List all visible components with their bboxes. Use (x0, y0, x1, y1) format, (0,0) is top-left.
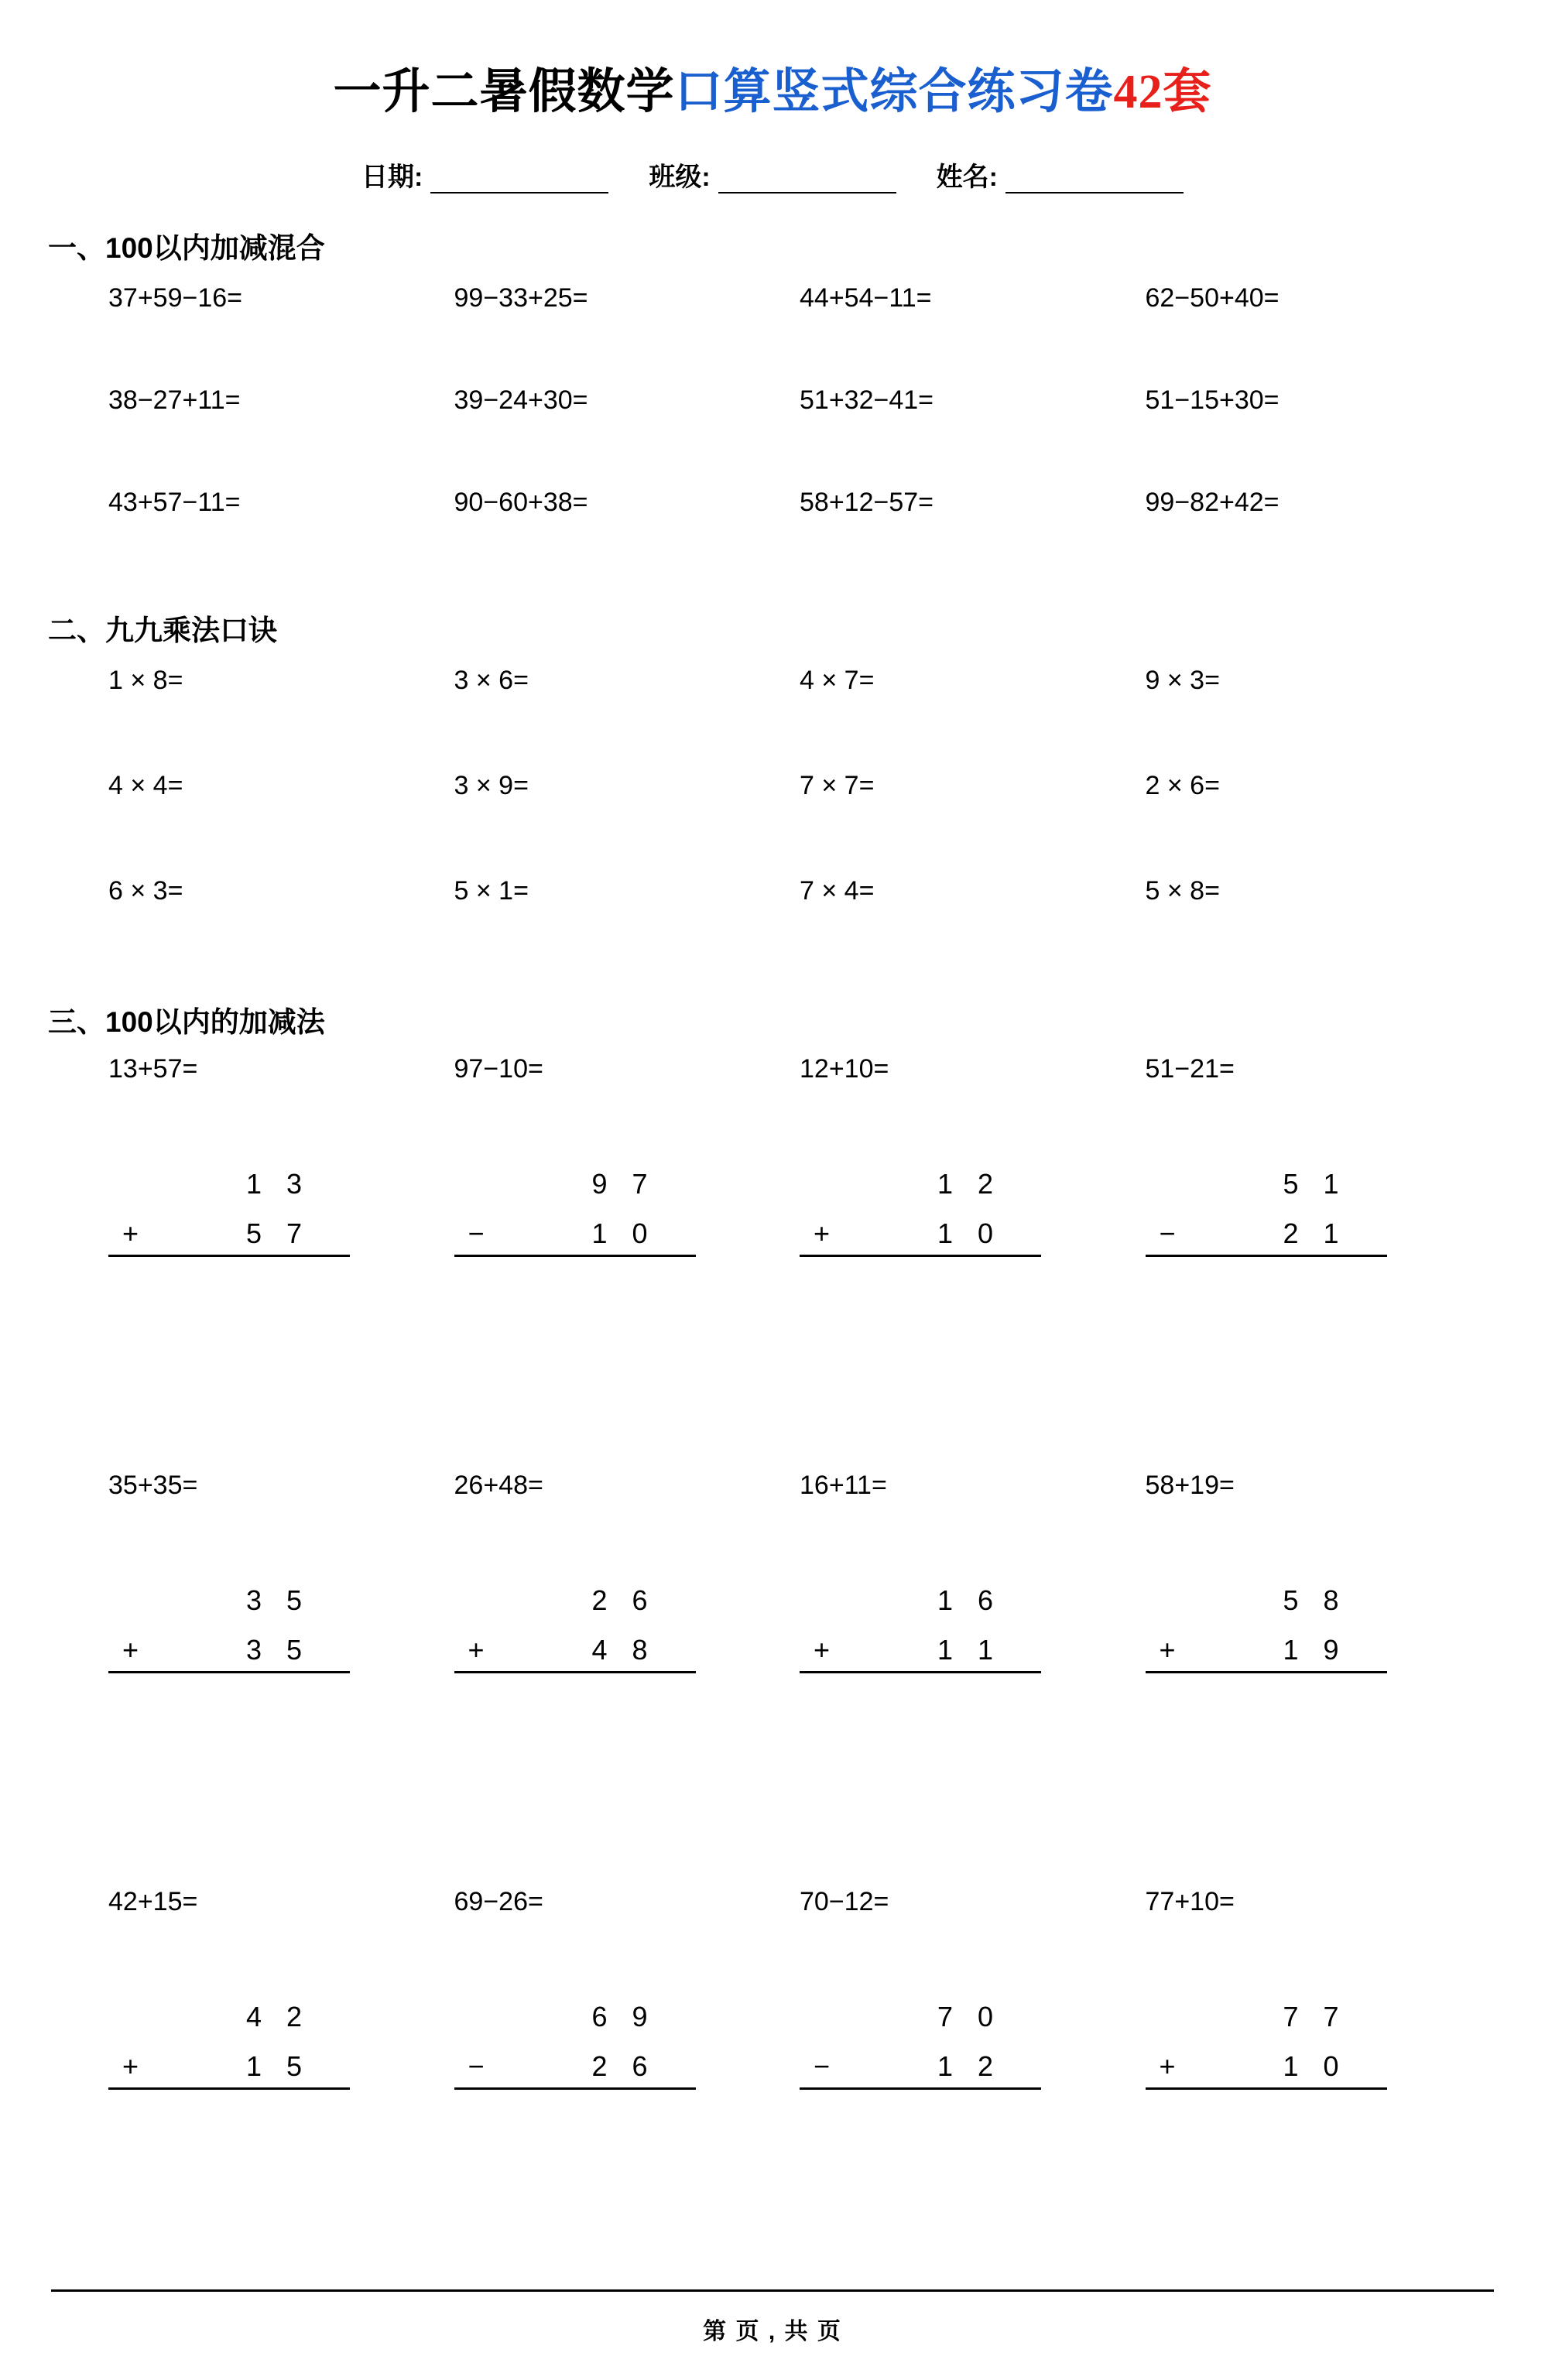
bottom-operand (108, 2033, 350, 2083)
name-field-group (937, 156, 1184, 193)
digit: 5 (245, 1217, 262, 1249)
digit: 1 (937, 2050, 954, 2082)
digit: 2 (1283, 1217, 1299, 1249)
top-operand (454, 1151, 696, 1200)
digit: 9 (1323, 1634, 1339, 1666)
problem-expression[interactable]: 26+48= (454, 1471, 543, 1500)
problem-expression[interactable]: 16+11= (800, 1471, 887, 1500)
problem-expression[interactable]: 77+10= (1145, 1887, 1235, 1916)
operator-symbol: + (814, 1634, 831, 1666)
page-number-text: 第 页 , 共 页 (703, 2319, 842, 2344)
problem-item[interactable]: 62−50+40= (1145, 283, 1280, 313)
column-sum (1146, 1151, 1387, 1257)
digit: 7 (937, 2001, 954, 2032)
column-sum (108, 1984, 350, 2090)
digit: 2 (591, 2050, 608, 2082)
digit: 5 (1283, 1168, 1299, 1200)
digit: 1 (245, 1168, 262, 1200)
digit: 1 (977, 1634, 994, 1666)
digit: 0 (632, 1217, 648, 1249)
digit: 5 (286, 1634, 303, 1666)
problem-item[interactable]: 99−33+25= (454, 283, 588, 313)
digit: 1 (937, 1634, 954, 1666)
problem-item[interactable]: 5 × 8= (1145, 876, 1220, 906)
digit: 8 (632, 1634, 648, 1666)
bottom-operand (454, 2033, 696, 2083)
problem-item[interactable]: 38−27+11= (108, 385, 241, 415)
operator-symbol: − (1159, 1217, 1176, 1249)
operator-symbol: + (1159, 1634, 1176, 1666)
section-3-vertical-row (108, 1876, 1491, 2082)
problem-expression[interactable]: 42+15= (108, 1887, 198, 1916)
problem-item[interactable]: 44+54−11= (800, 283, 932, 313)
sum-rule (800, 2087, 1041, 2090)
digit: 7 (632, 1168, 648, 1200)
sum-rule (1146, 1255, 1387, 1257)
problem-expression[interactable]: 51−21= (1145, 1054, 1235, 1084)
column-sum (454, 1984, 696, 2090)
vertical-problem (108, 1043, 454, 1460)
operator-symbol: + (122, 2050, 139, 2082)
top-operand (108, 1567, 350, 1617)
digit: 6 (977, 1584, 994, 1616)
vertical-problem (1146, 1043, 1492, 1460)
problem-expression[interactable]: 12+10= (800, 1054, 889, 1084)
operator-symbol: − (468, 2050, 485, 2082)
bottom-operand (108, 1617, 350, 1666)
digit: 6 (632, 1584, 648, 1616)
top-operand (800, 1984, 1041, 2033)
digit: 7 (1323, 2001, 1339, 2032)
vertical-problem (800, 1460, 1146, 1876)
bottom-operand (800, 1617, 1041, 1666)
problem-item[interactable]: 43+57−11= (108, 488, 241, 517)
column-sum (108, 1567, 350, 1673)
top-operand (1146, 1151, 1387, 1200)
digit: 9 (591, 1168, 608, 1200)
bottom-operand (800, 2033, 1041, 2083)
problem-item[interactable]: 3 × 6= (454, 666, 529, 695)
operator-symbol: + (122, 1217, 139, 1249)
vertical-problem (454, 1876, 800, 2082)
section-3-vertical-row (108, 1460, 1491, 1876)
bottom-operand (108, 1200, 350, 1250)
title-part-blue: 口算竖式综合练习卷 (674, 66, 1114, 118)
bottom-operand (800, 1200, 1041, 1250)
problem-item[interactable]: 39−24+30= (454, 385, 588, 415)
digit: 2 (286, 2001, 303, 2032)
digit: 1 (591, 1217, 608, 1249)
section-2-problem-grid (108, 652, 1491, 967)
class-input[interactable] (718, 169, 896, 193)
class-label: 班级: (649, 163, 711, 192)
sum-rule (800, 1255, 1041, 1257)
digit: 1 (937, 1217, 954, 1249)
digit: 0 (1323, 2050, 1339, 2082)
vertical-problem (454, 1043, 800, 1460)
section-heading-3: 三、100以内的加减法 (48, 1006, 325, 1038)
column-sum (454, 1567, 696, 1673)
top-operand (108, 1151, 350, 1200)
problem-expression[interactable]: 58+19= (1145, 1471, 1235, 1500)
sum-rule (1146, 2087, 1387, 2090)
problem-expression[interactable]: 70−12= (800, 1887, 889, 1916)
operator-symbol: + (1159, 2050, 1176, 2082)
problem-item[interactable]: 7 × 7= (800, 771, 875, 800)
digit: 6 (632, 2050, 648, 2082)
sum-rule (108, 1255, 350, 1257)
date-input[interactable] (430, 169, 608, 193)
digit: 5 (1283, 1584, 1299, 1616)
class-field-group (649, 156, 896, 193)
sum-rule (1146, 1671, 1387, 1673)
column-sum (108, 1151, 350, 1257)
digit: 4 (245, 2001, 262, 2032)
digit: 6 (591, 2001, 608, 2032)
sum-rule (108, 2087, 350, 2090)
name-label: 姓名: (936, 163, 998, 192)
page-title (0, 0, 1545, 122)
bottom-operand (454, 1617, 696, 1666)
problem-item[interactable]: 4 × 7= (800, 666, 875, 695)
page-footer (0, 2289, 1545, 2346)
top-operand (1146, 1567, 1387, 1617)
digit: 2 (977, 2050, 994, 2082)
top-operand (1146, 1984, 1387, 2033)
digit: 8 (1323, 1584, 1339, 1616)
digit: 3 (245, 1634, 262, 1666)
bottom-operand (1146, 2033, 1387, 2083)
column-sum (454, 1151, 696, 1257)
bottom-operand (1146, 1617, 1387, 1666)
digit: 3 (245, 1584, 262, 1616)
title-part-black: 一升二暑假数学 (333, 66, 675, 118)
problem-item[interactable]: 6 × 3= (108, 876, 183, 906)
bottom-operand (1146, 1200, 1387, 1250)
digit: 3 (286, 1168, 303, 1200)
operator-symbol: + (814, 1217, 831, 1249)
operator-symbol: + (122, 1634, 139, 1666)
vertical-problem (454, 1460, 800, 1876)
digit: 1 (245, 2050, 262, 2082)
digit: 2 (591, 1584, 608, 1616)
section-3-vertical-row (108, 1043, 1491, 1460)
problem-item[interactable]: 51−15+30= (1145, 385, 1280, 415)
problem-expression[interactable]: 97−10= (454, 1054, 543, 1084)
vertical-problem (108, 1876, 454, 2082)
top-operand (454, 1567, 696, 1617)
digit: 2 (977, 1168, 994, 1200)
vertical-problem (108, 1460, 454, 1876)
digit: 4 (591, 1634, 608, 1666)
digit: 5 (286, 2050, 303, 2082)
student-info-row (0, 156, 1545, 193)
column-sum (800, 1567, 1041, 1673)
column-sum (1146, 1567, 1387, 1673)
digit: 1 (937, 1168, 954, 1200)
digit: 1 (1323, 1217, 1339, 1249)
problem-item[interactable]: 3 × 9= (454, 771, 529, 800)
sum-rule (454, 1671, 696, 1673)
top-operand (454, 1984, 696, 2033)
problem-item[interactable]: 90−60+38= (454, 488, 588, 517)
problem-expression[interactable]: 13+57= (108, 1054, 198, 1084)
operator-symbol: − (814, 2050, 831, 2082)
section-heading-2: 二、九九乘法口诀 (48, 615, 277, 646)
section-1-problem-grid (108, 269, 1491, 576)
vertical-problem (800, 1043, 1146, 1460)
top-operand (800, 1151, 1041, 1200)
section-heading-1: 一、100以内加减混合 (48, 232, 325, 264)
problem-item[interactable]: 51+32−41= (800, 385, 934, 415)
digit: 9 (632, 2001, 648, 2032)
bottom-operand (454, 1200, 696, 1250)
problem-item[interactable]: 2 × 6= (1145, 771, 1220, 800)
column-sum (1146, 1984, 1387, 2090)
digit: 7 (1283, 2001, 1299, 2032)
operator-symbol: + (468, 1634, 485, 1666)
digit: 1 (937, 1584, 954, 1616)
digit: 7 (286, 1217, 303, 1249)
vertical-problem (1145, 1876, 1492, 2082)
date-field-group (361, 156, 608, 193)
problem-expression[interactable]: 35+35= (108, 1471, 198, 1500)
problem-expression[interactable]: 69−26= (454, 1887, 543, 1916)
sum-rule (454, 1255, 696, 1257)
problem-item[interactable]: 1 × 8= (108, 666, 183, 695)
title-part-red: 42套 (1113, 66, 1212, 118)
problem-item[interactable]: 9 × 3= (1145, 666, 1220, 695)
date-label: 日期: (361, 163, 423, 192)
digit: 1 (1283, 2050, 1299, 2082)
vertical-problem (800, 1876, 1146, 2082)
digit: 0 (977, 2001, 994, 2032)
digit: 1 (1323, 1168, 1339, 1200)
problem-item[interactable]: 99−82+42= (1145, 488, 1280, 517)
problem-item[interactable]: 37+59−16= (108, 283, 243, 313)
problem-item[interactable]: 58+12−57= (800, 488, 934, 517)
column-sum (800, 1151, 1041, 1257)
vertical-problem (1146, 1460, 1492, 1876)
operator-symbol: − (468, 1217, 485, 1249)
top-operand (108, 1984, 350, 2033)
sum-rule (454, 2087, 696, 2090)
problem-item[interactable]: 4 × 4= (108, 771, 183, 800)
problem-item[interactable]: 7 × 4= (800, 876, 875, 906)
top-operand (800, 1567, 1041, 1617)
digit: 0 (977, 1217, 994, 1249)
sum-rule (800, 1671, 1041, 1673)
digit: 5 (286, 1584, 303, 1616)
digit: 1 (1283, 1634, 1299, 1666)
column-sum (800, 1984, 1041, 2090)
sum-rule (108, 1671, 350, 1673)
name-input[interactable] (1005, 169, 1184, 193)
problem-item[interactable]: 5 × 1= (454, 876, 529, 906)
